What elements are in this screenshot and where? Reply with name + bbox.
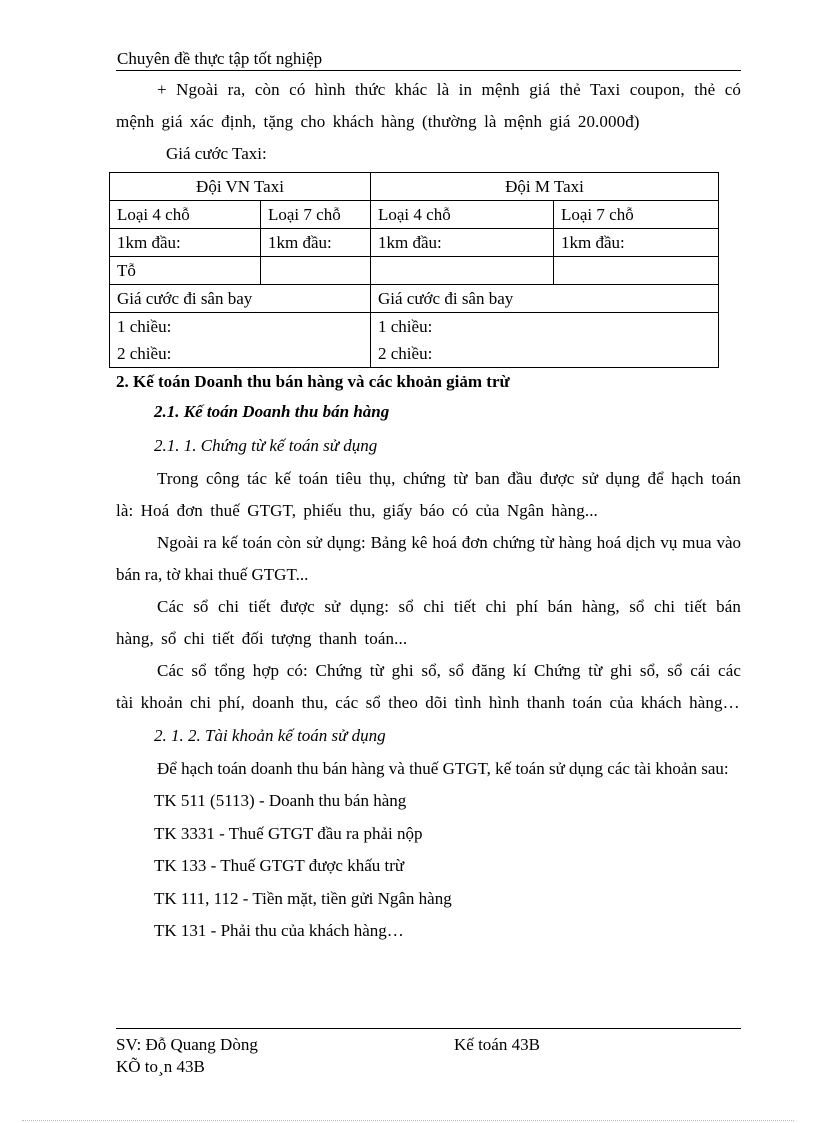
team2-seat7-firstkm: 1km đầu: [554,229,719,257]
account-item: TK 111, 112 - Tiền mặt, tiền gửi Ngân hàng [154,888,452,908]
team1-one-way: 1 chiều: [117,317,172,336]
subsection-heading: 2.1. Kế toán Doanh thu bán hàng [154,402,390,421]
account-item: TK 133 - Thuế GTGT được khấu trừ [154,856,405,875]
team2-airport-label: Giá cước đi sân bay [371,285,719,313]
fare-table [109,172,719,368]
footer-student: SV: Đỗ Quang Dòng [116,1035,258,1054]
team1-seat4: Loại 4 chỗ [110,201,261,229]
account-item: TK 511 (5113) - Doanh thu bán hàng [154,791,407,810]
team2-header: Đội M Taxi [371,173,719,201]
team2-one-way: 1 chiều: [378,317,433,336]
team1-seat7-firstkm: 1km đầu: [261,229,371,257]
page-body [116,74,741,948]
account-item: TK 131 - Phải thu của khách hàng… [154,921,404,940]
table-row [110,173,719,201]
footer-divider [116,1028,741,1029]
footer-class: Kế toán 43B [454,1035,540,1054]
footer-class-code: KÕ to¸n 43B [116,1057,205,1076]
paragraph-3: Các sổ chi tiết được sử dụng: sổ chi tiết chi phí bán hàng, sổ chi tiết bán hàng, sổ chi tiết đối tượng thanh toán... [116,597,741,648]
page-edge-divider [22,1120,794,1121]
section-heading: 2. Kế toán Doanh thu bán hàng và các khoản giảm trừ [116,372,510,391]
empty-cell [371,257,554,285]
table-row [110,257,719,285]
paragraph-1: Trong công tác kế toán tiêu thụ, chứng từ ban đầu được sử dụng để hạch toán là: Hoá đơn thuế GTGT, phiếu thu, giấy báo có của Ngân hàng... [116,469,741,520]
team2-seat4: Loại 4 chỗ [371,201,554,229]
table-row [110,313,719,368]
team1-seat4-firstkm: 1km đầu: [110,229,261,257]
subsubsection-heading-2: 2. 1. 2. Tài khoản kế toán sử dụng [154,726,386,745]
table-row [110,201,719,229]
subsubsection-heading-1: 2.1. 1. Chứng từ kế toán sử dụng [154,436,378,455]
header-divider [116,70,741,71]
team2-two-way: 2 chiều: [378,344,433,363]
team2-seat4-firstkm: 1km đầu: [371,229,554,257]
footer-left [116,1034,258,1078]
intro-paragraph: + Ngoài ra, còn có hình thức khác là in mệnh giá thẻ Taxi coupon, thẻ có mệnh giá xác định, tặng cho khách hàng (thường là mệnh giá 20.000đ) [116,80,741,131]
table-row [110,285,719,313]
team1-two-way: 2 chiều: [117,344,172,363]
fare-label: Giá cước Taxi: [166,144,267,163]
empty-cell [554,257,719,285]
team2-airport-fares [371,313,719,368]
paragraph-5: Để hạch toán doanh thu bán hàng và thuế GTGT, kế toán sử dụng các tài khoản sau: [157,759,729,778]
account-item: TK 3331 - Thuế GTGT đầu ra phải nộp [154,823,423,843]
to-label-cell: Tỗ [110,257,261,285]
team1-seat7: Loại 7 chỗ [261,201,371,229]
paragraph-4: Các sổ tổng hợp có: Chứng từ ghi sổ, sổ đăng kí Chứng từ ghi sổ, sổ cái các tài khoản chi phí, doanh thu, các sổ theo dõi tình hình thanh toán của khách hàng… [116,661,741,712]
table-row [110,229,719,257]
page-header-title: Chuyên đề thực tập tốt nghiệp [117,49,323,68]
team1-header: Đội VN Taxi [110,173,371,201]
team1-airport-fares [110,313,371,368]
team1-airport-label: Giá cước đi sân bay [110,285,371,313]
empty-cell [261,257,371,285]
paragraph-2: Ngoài ra kế toán còn sử dụng: Bảng kê hoá đơn chứng từ hàng hoá dịch vụ mua vào bán ra, tờ khai thuế GTGT... [116,533,741,584]
team2-seat7: Loại 7 chỗ [554,201,719,229]
